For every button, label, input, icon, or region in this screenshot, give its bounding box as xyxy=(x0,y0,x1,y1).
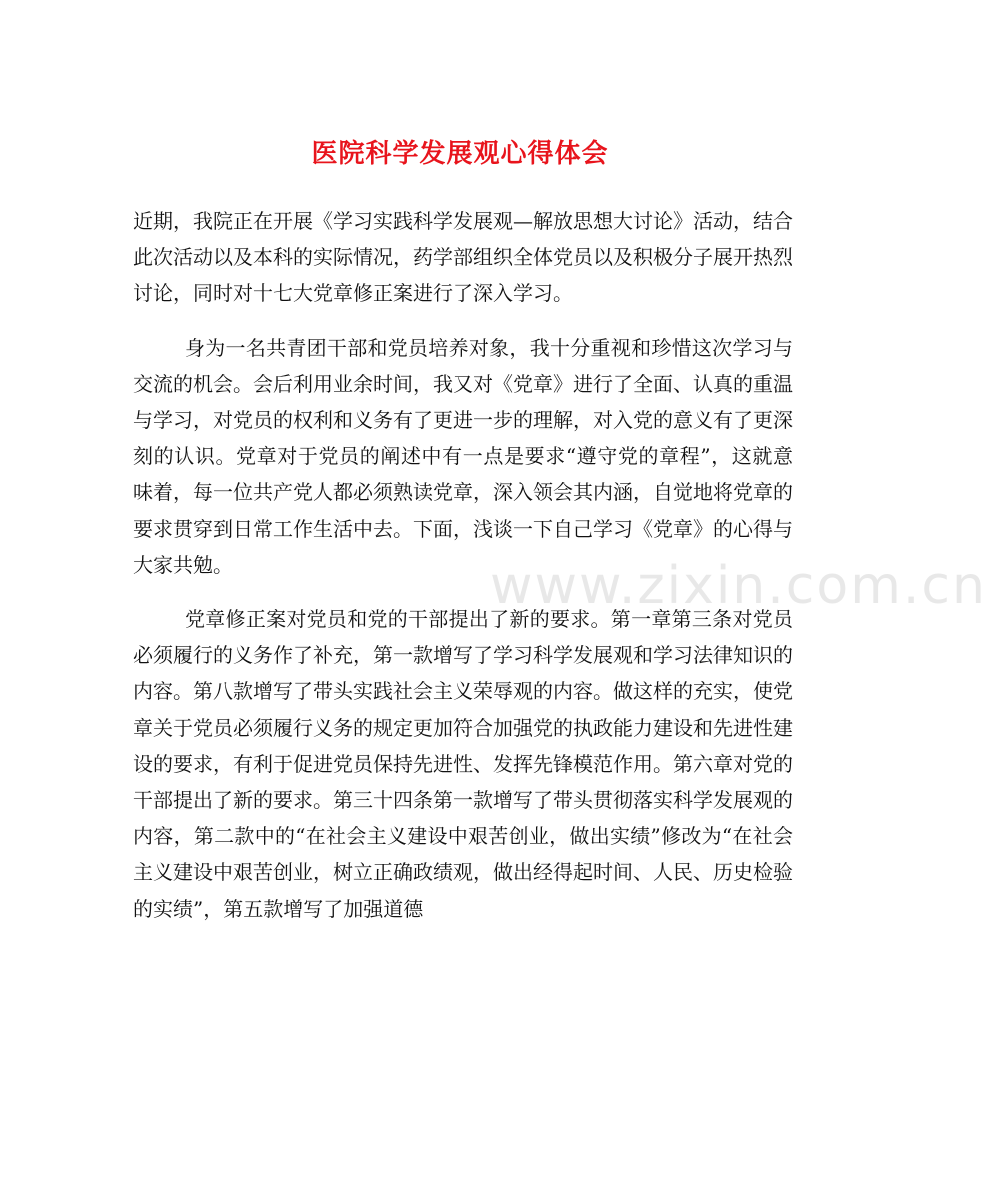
paragraph-2: 身为一名共青团干部和党员培养对象，我十分重视和珍惜这次学习与交流的机会。会后利用业余时间，我又对《党章》进行了全面、认真的重温与学习，对党员的权利和义务有了更进一步的理解，对入党的意义有了更深刻的认识。党章对于党员的阐述中有一点是要求“遵守党的章程”，这就意味着，每一位共产党人都必须熟读党章，深入领会其内涵，自觉地将党章的要求贯穿到日常工作生活中去。下面，浅谈一下自己学习《党章》的心得与大家共勉。 xyxy=(133,335,793,577)
document-body xyxy=(133,203,793,945)
document-title: 医院科学发展观心得体会 xyxy=(311,139,609,170)
paragraph-1: 近期，我院正在开展《学习实践科学发展观—解放思想大讨论》活动，结合此次活动以及本科的实际情况，药学部组织全体党员以及积极分子展开热烈讨论，同时对十七大党章修正案进行了深入学习。 xyxy=(133,209,793,306)
watermark-text: www.zixin.com.cn xyxy=(490,556,987,616)
paragraph-3: 党章修正案对党员和党的干部提出了新的要求。第一章第三条对党员必须履行的义务作了补充，第一款增写了学习科学发展观和学习法律知识的内容。第八款增写了带头实践社会主义荣辱观的内容。做这样的充实，使党章关于党员必须履行义务的规定更加符合加强党的执政能力建设和先进性建设的要求，有利于促进党员保持先进性、发挥先锋模范作用。第六章对党的干部提出了新的要求。第三十四条第一款增写了带头贯彻落实科学发展观的内容，第二款中的“在社会主义建设中艰苦创业，做出实绩”修改为“在社会主义建设中艰苦创业，树立正确政绩观，做出经得起时间、人民、历史检验的实绩”，第五款增写了加强道德 xyxy=(133,607,793,921)
